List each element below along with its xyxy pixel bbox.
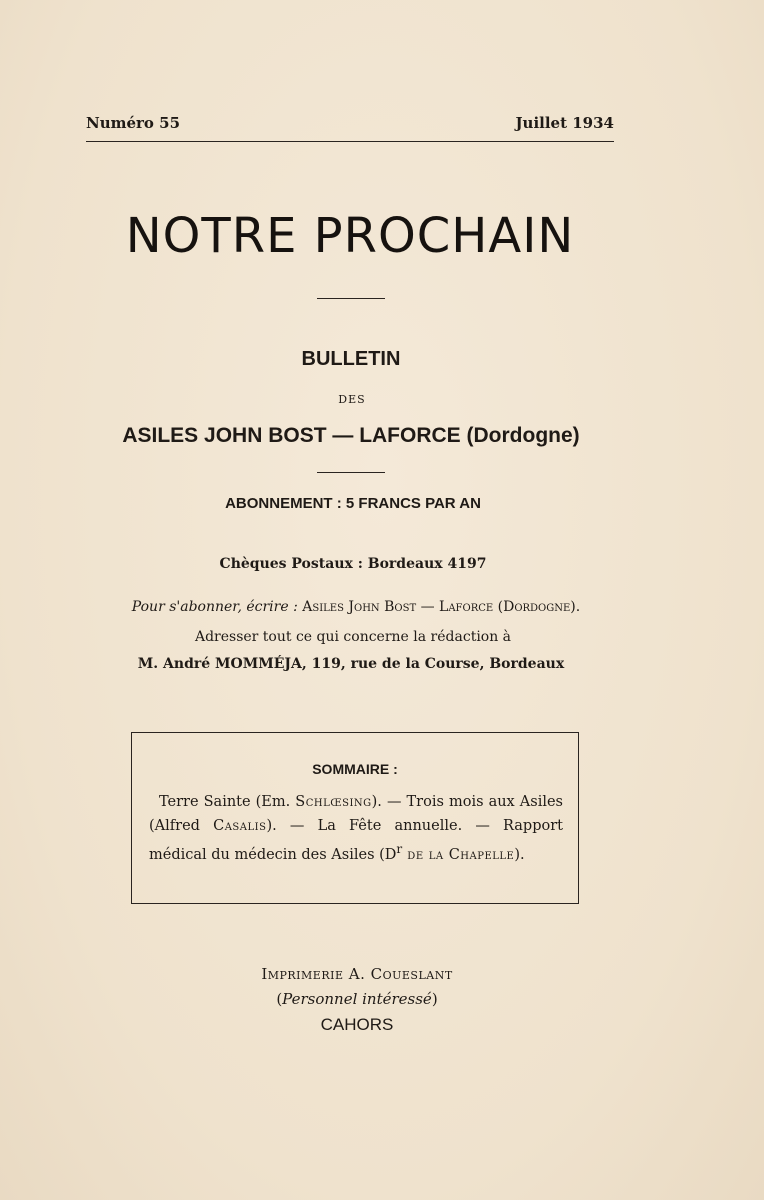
editorial-instructions: Adresser tout ce qui concerne la rédaction à xyxy=(194,629,512,645)
sommaire-author: Casalis xyxy=(213,817,267,834)
bulletin-label: BULLETIN xyxy=(301,348,401,370)
sommaire-author: de la Chapelle xyxy=(402,846,515,863)
issue-date: Juillet 1934 xyxy=(515,114,614,132)
subscription-price: ABONNEMENT : 5 FRANCS PAR AN xyxy=(225,495,481,512)
sommaire-part: ). — La Fête annuelle. — Rapport médical du médecin des Asiles (D xyxy=(149,817,563,863)
publisher-name: ASILES JOHN BOST — LAFORCE (Dordogne) xyxy=(122,424,580,447)
des-label: DES xyxy=(338,393,366,406)
title-divider xyxy=(317,298,385,299)
page-header xyxy=(86,114,614,132)
sommaire-part: ). — Trois mois aux Asiles (Alfred xyxy=(149,794,563,834)
header-rule xyxy=(86,141,614,142)
publisher-divider xyxy=(317,472,385,473)
postal-cheques: Chèques Postaux : Bordeaux 4197 xyxy=(219,556,487,572)
sommaire-part: Terre Sainte (Em. xyxy=(159,794,296,810)
sommaire-part: ). xyxy=(514,846,525,863)
printer-name: Imprimerie A. Coueslant xyxy=(261,965,453,983)
subscribe-label: Pour s'abonner, écrire : xyxy=(131,599,298,615)
publication-title: NOTRE PROCHAIN xyxy=(125,208,575,264)
subscribe-instructions xyxy=(0,599,712,615)
issue-number: Numéro 55 xyxy=(86,114,181,132)
printer-city: CAHORS xyxy=(320,1015,394,1034)
printer-note-line: (Personnel intéressé) xyxy=(276,990,438,1008)
editorial-contact: M. André MOMMÉJA, 119, rue de la Course, Bordeaux xyxy=(137,656,565,672)
sommaire-box xyxy=(131,732,579,904)
sommaire-author: Schlœsing xyxy=(295,794,372,810)
sommaire-superscript: r xyxy=(396,842,403,856)
sommaire-title: SOMMAIRE : xyxy=(312,761,398,777)
subscribe-address: Asiles John Bost — Laforce (Dordogne). xyxy=(302,599,581,615)
sommaire-text xyxy=(149,791,563,867)
printer-note: Personnel intéressé xyxy=(282,990,432,1008)
